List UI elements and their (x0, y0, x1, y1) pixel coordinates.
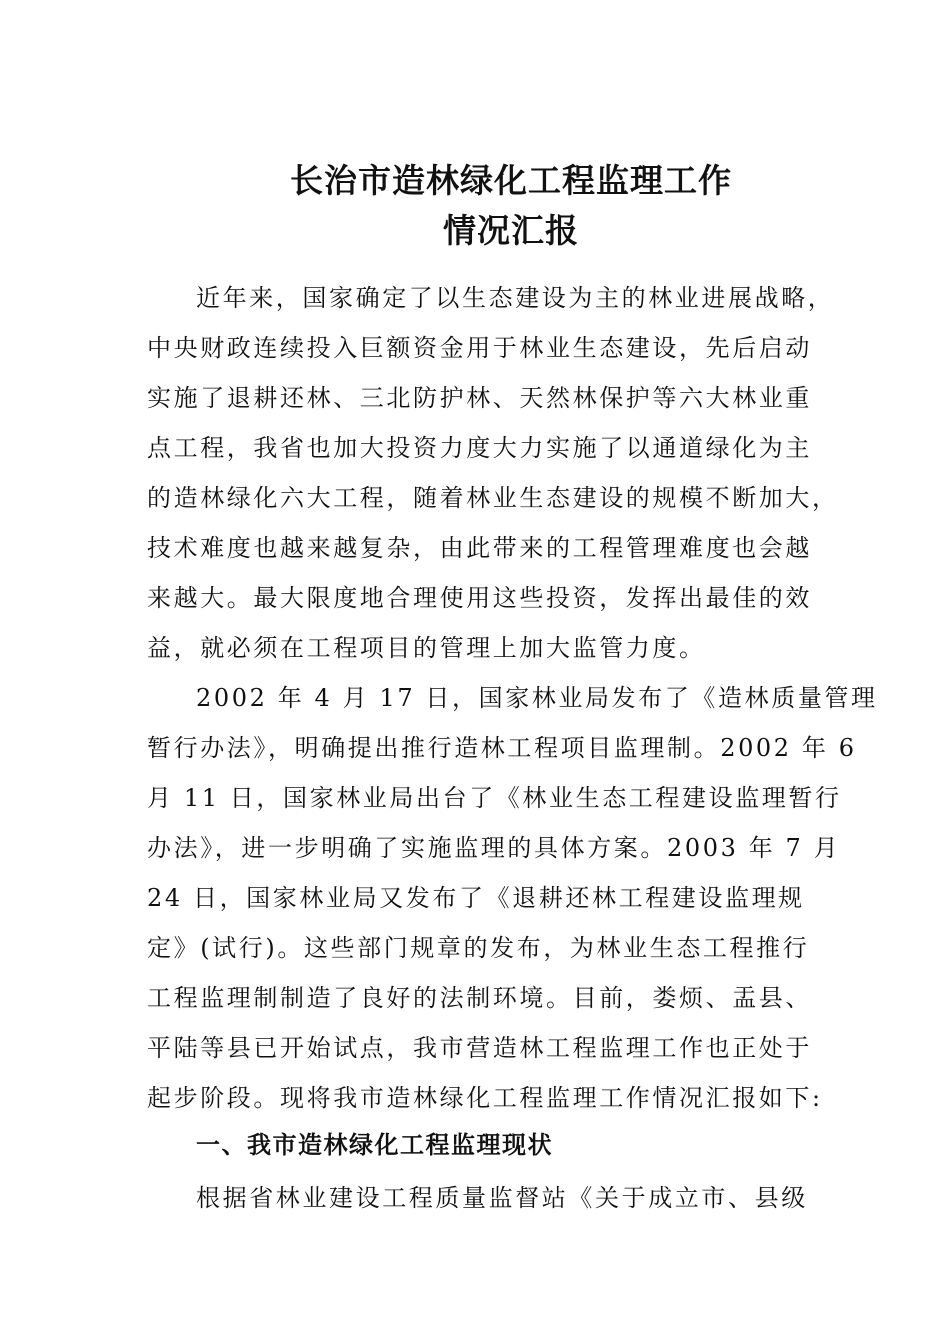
paragraph-2-line: 月 11 日，国家林业局出台了《林业生态工程建设监理暂行 (147, 784, 842, 812)
paragraph-2-line: 定》(试行)。这些部门规章的发布，为林业生态工程推行 (147, 934, 810, 962)
paragraph-2-line: 办法》，进一步明确了实施监理的具体方案。2003 年 7 月 (147, 834, 841, 862)
paragraph-1-line: 来越大。最大限度地合理使用这些投资，发挥出最佳的效 (147, 584, 812, 612)
paragraph-1-line: 技术难度也越来越复杂，由此带来的工程管理难度也会越 (147, 534, 812, 562)
paragraph-1-line: 实施了退耕还林、三北防护林、天然林保护等六大林业重 (147, 384, 812, 412)
document-title-line-1: 长治市造林绿化工程监理工作 (290, 161, 732, 200)
paragraph-2-line: 工程监理制制造了良好的法制环境。目前，娄烦、盂县、 (147, 984, 812, 1012)
paragraph-1-line: 益，就必须在工程项目的管理上加大监管力度。 (147, 634, 706, 662)
paragraph-2-line: 24 日，国家林业局又发布了《退耕还林工程建设监理规 (147, 884, 805, 912)
document-title-line-2: 情况汇报 (443, 211, 579, 250)
paragraph-2-line: 平陆等县已开始试点，我市营造林工程监理工作也正处于 (147, 1034, 812, 1062)
section-heading: 一、我市造林绿化工程监理现状 (196, 1131, 553, 1159)
paragraph-1-line: 近年来，国家确定了以生态建设为主的林业进展战略， (196, 284, 835, 312)
paragraph-1-line: 中央财政连续投入巨额资金用于林业生态建设，先后启动 (147, 334, 812, 362)
paragraph-2-line: 暂行办法》，明确提出推行造林工程项目监理制。2002 年 6 (147, 734, 857, 762)
paragraph-2-line: 起步阶段。现将我市造林绿化工程监理工作情况汇报如下: (147, 1084, 823, 1112)
paragraph-1-line: 点工程，我省也加大投资力度大力实施了以通道绿化为主 (147, 434, 812, 462)
paragraph-2-line: 2002 年 4 月 17 日，国家林业局发布了《造林质量管理 (196, 684, 878, 712)
paragraph-1-line: 的造林绿化六大工程，随着林业生态建设的规模不断加大， (147, 484, 839, 512)
paragraph-3-line: 根据省林业建设工程质量监督站《关于成立市、县级 (196, 1184, 808, 1212)
